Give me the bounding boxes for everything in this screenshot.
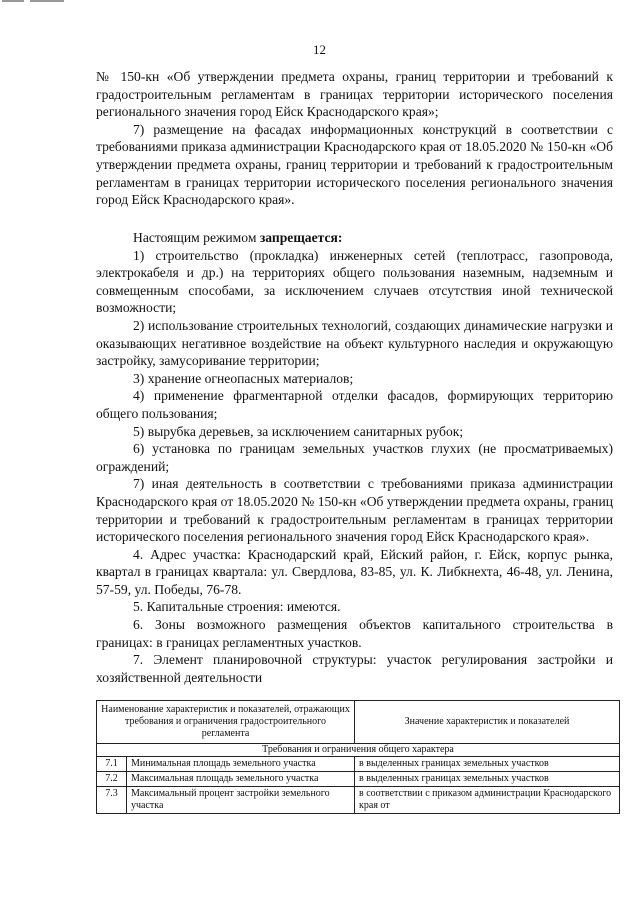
- row-number: 7.1: [97, 757, 127, 772]
- table-section-row: [97, 744, 620, 757]
- row-number: 7.2: [97, 772, 127, 787]
- prohibition-item: 1) строительство (прокладка) инженерных сетей (теплотрасс, газопровода, электрокабеля и др.) на территориях общего пользования наземным, надземным и совмещенным способами, за исключением случаев отсутствия иной технической возможности;: [96, 247, 613, 316]
- intro-text: [96, 68, 613, 209]
- prohibition-item: 6) установка по границам земельных участков глухих (не просматриваемых) ограждений;: [96, 441, 613, 474]
- table-header-value: Значение характеристик и показателей: [355, 701, 620, 744]
- prohibitions-lead: Настоящим режимом: [133, 230, 260, 245]
- table-section-title: Требования и ограничения общего характера: [97, 744, 620, 757]
- page-number: 12: [313, 42, 326, 57]
- numbered-point-zones: 6. Зоны возможного размещения объектов капитального строительства в границах: в границах регламентных участков.: [96, 617, 613, 650]
- table-header-row: [97, 701, 620, 744]
- prohibitions-lead-bold: запрещается:: [259, 230, 343, 245]
- row-parameter-value: в соответствии с приказом администрации Краснодарского края от: [355, 787, 620, 814]
- row-number: 7.3: [97, 787, 127, 814]
- prohibition-item: 4) применение фрагментарной отделки фасадов, формирующих территорию общего пользования;: [96, 388, 613, 421]
- prohibition-item: 7) иная деятельность в соответствии с требованиями приказа администрации Краснодарского края от 18.05.2020 № 150-кн «Об утверждении предмета охраны, границ территории и требований к градостроительным регламентам в границах территории исторического поселения регионального значения город Ейск Краснодарского края».: [96, 476, 613, 545]
- intro-paragraph-continuation: № 150-кн «Об утверждении предмета охраны, границ территории и требований к градостроительным регламентам в границах территории исторического поселения регионального значения город Ейск Краснодарского края»;: [96, 69, 613, 120]
- regulation-parameters-table: [96, 700, 620, 814]
- numbered-point-address: 4. Адрес участка: Краснодарский край, Ейский район, г. Ейск, корпус рынка, квартал в границах квартала: ул. Свердлова, 83-85, ул. К. Либкнехта, 46-48, ул. Ленина, 57-59, ул. Победы, 76-78.: [96, 546, 613, 597]
- scan-edge-marks: [0, 0, 70, 3]
- table-header-name: Наименование характеристик и показателей, отражающих требования и ограничения градостроительного регламента: [97, 701, 355, 744]
- prohibition-item: 5) вырубка деревьев, за исключением санитарных рубок;: [133, 423, 464, 439]
- row-parameter-value: в выделенных границах земельных участков: [355, 772, 620, 787]
- numbered-point-buildings: 5. Капитальные строения: имеются.: [133, 599, 341, 615]
- prohibition-item: 3) хранение огнеопасных материалов;: [133, 370, 354, 386]
- numbered-point-planning-element: 7. Элемент планировочной структуры: участок регулирования застройки и хозяйственной деятельности: [96, 652, 613, 685]
- table-row: [97, 787, 620, 814]
- row-parameter-name: Минимальная площадь земельного участка: [127, 757, 355, 772]
- prohibition-item: 2) использование строительных технологий, создающих динамические нагрузки и оказывающих негативное воздействие на объект культурного наследия и окружающую застройку, замусоривание территории;: [96, 317, 613, 369]
- prohibitions-section: [96, 229, 613, 686]
- intro-paragraph-item-7: 7) размещение на фасадах информационных конструкций в соответствии с требованиями приказа администрации Краснодарского края от 18.05.2020 № 150-кн «Об утверждении предмета охраны, границ территории и требований к градостроительным регламентам в границах территории исторического поселения регионального значения город Ейск Краснодарского края».: [96, 121, 613, 208]
- row-parameter-value: в выделенных границах земельных участков: [355, 757, 620, 772]
- row-parameter-name: Максимальная площадь земельного участка: [127, 772, 355, 787]
- prohibitions-heading: [96, 229, 613, 247]
- row-parameter-name: Максимальный процент застройки земельного участка: [127, 787, 355, 814]
- table-row: [97, 757, 620, 772]
- table-row: [97, 772, 620, 787]
